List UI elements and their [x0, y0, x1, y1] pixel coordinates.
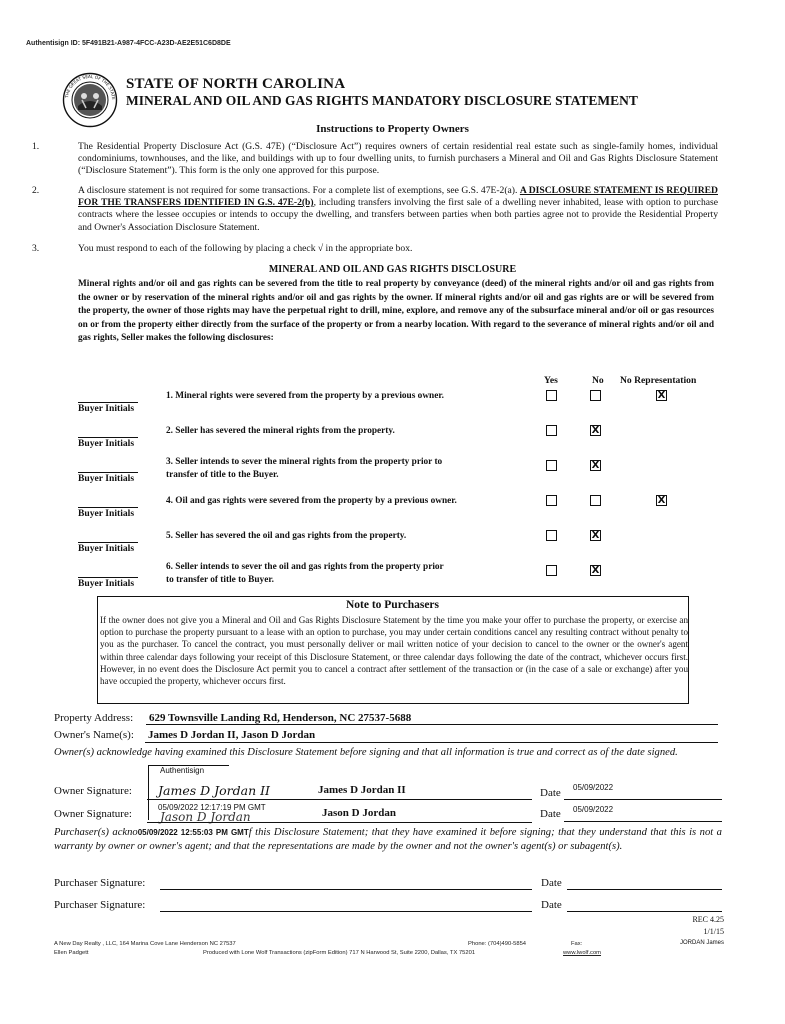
auth-tag-2: 05/09/2022 12:17:19 PM GMT	[158, 803, 266, 812]
purchaser-signature-2-label: Purchaser Signature:	[54, 899, 146, 911]
question-5: 5. Seller has severed the oil and gas rights from the property.	[166, 531, 407, 541]
disclosure-intro: Mineral rights and/or oil and gas rights can be severed from the title to real property by conveyance (deed) of the mineral rights and/or oil and gas rights from the owner or by reservation of the mineral rights and/or oil and gas rights by the owner. If mineral rights and/or oil and gas rights are or will be severed from the property, the owner of those rights may have the perpetual right to drill, mine, explore, and remove any of the subsurface mineral and/or oil or gas resources on or from the property either directly from the surface of the property or from a nearby location. With regard to the severance of mineral rights and/or oil and gas rights, Seller makes the following disclosures:	[78, 279, 714, 344]
checkbox-q5-no[interactable]: X	[591, 530, 600, 541]
owner-2-printed-name: Jason D Jordan	[322, 807, 396, 819]
column-no: No	[592, 375, 604, 386]
auth-timestamp-overlap: 05/09/2022 12:55:03 PM GMT	[137, 828, 249, 837]
buyer-initials-label: Buyer Initials	[78, 438, 135, 449]
instruction-2-number: 2.	[32, 185, 40, 196]
checkbox-q2-no[interactable]: X	[591, 425, 600, 436]
property-address-value[interactable]: 629 Townsville Landing Rd, Henderson, NC 27537-5688	[149, 712, 412, 724]
purchaser-2-date-label: Date	[541, 899, 562, 911]
instruction-1-number: 1.	[32, 141, 40, 152]
checkbox-q4-yes[interactable]	[546, 495, 557, 506]
purchaser-signature-1-line[interactable]	[160, 889, 532, 890]
form-owner-tag: JORDAN James	[679, 940, 724, 946]
disclosure-heading: MINERAL AND OIL AND GAS RIGHTS DISCLOSURE	[268, 264, 517, 275]
property-address-label: Property Address:	[54, 712, 134, 724]
owner-signature-2-line	[147, 822, 532, 823]
column-no-representation: No Representation	[620, 375, 697, 386]
instructions-heading: Instructions to Property Owners	[316, 123, 469, 135]
question-2: 2. Seller has severed the mineral rights from the property.	[166, 426, 395, 436]
seal-lettering: THE GREAT SEAL OF THE STATE	[64, 73, 117, 100]
instruction-1-text: The Residential Property Disclosure Act (G.S. 47E) (“Disclosure Act”) requires owners of certain residential real estate such as single-family homes, individual condominiums, townhouses, and the like, and buildings with up to four dwelling units, to furnish purchasers a Mineral and Oil and Gas Rights Disclosure Statement (“Disclosure Statement”). This form is the only one approved for this purpose.	[78, 141, 718, 177]
form-revision: 1/1/15	[703, 927, 724, 936]
owners-name-label: Owner's Name(s):	[54, 729, 134, 741]
buyer-initials-label: Buyer Initials	[78, 508, 135, 519]
purchaser-acknowledgement: Purchaser(s) ackno05/09/2022 12:55:03 PM GMTf this Disclosure Statement; that they have examined it before signing; that they understand that this is not a warranty by owner or owner's agent; and that the representations are made by the owner and not the owner's agent(s) or subagent(s).	[54, 827, 722, 852]
question-6: 6. Seller intends to sever the oil and gas rights from the property prior to transfer of title to Buyer.	[166, 562, 444, 585]
buyer-initials-label: Buyer Initials	[78, 543, 135, 554]
footer-phone: Phone: (704)490-5854	[468, 941, 527, 947]
title-state: STATE OF NORTH CAROLINA	[126, 76, 346, 92]
checkbox-q4-norep[interactable]: X	[657, 495, 666, 506]
owner-signature-2-label: Owner Signature:	[54, 808, 132, 820]
instruction-3-text: You must respond to each of the following by placing a check √ in the appropriate box.	[78, 243, 413, 254]
purchaser-1-date-line[interactable]	[567, 889, 722, 890]
footer-agent: Ellen Padgett	[54, 950, 89, 956]
checkbox-q1-yes[interactable]	[546, 390, 557, 401]
buyer-initials-label: Buyer Initials	[78, 578, 135, 589]
form-code: REC 4.25	[692, 915, 724, 924]
question-3: 3. Seller intends to sever the mineral rights from the property prior to transfer of title to the Buyer.	[166, 457, 443, 480]
auth-tag-1: Authentisign	[160, 766, 205, 775]
checkbox-q6-no[interactable]: X	[591, 565, 600, 576]
owners-name-value[interactable]: James D Jordan II, Jason D Jordan	[148, 729, 316, 741]
buyer-initials-label: Buyer Initials	[78, 473, 135, 484]
checkbox-q1-norep[interactable]: X	[657, 390, 666, 401]
footer-produced: Produced with Lone Wolf Transactions (zipForm Edition) 717 N Harwood St, Suite 2200, Dallas, TX 75201	[203, 950, 476, 956]
checkbox-q3-no[interactable]: X	[591, 460, 600, 471]
purchaser-1-date-label: Date	[541, 877, 562, 889]
checkbox-q1-no[interactable]	[590, 390, 601, 401]
owner-signature-1-label: Owner Signature:	[54, 785, 132, 797]
purchaser-2-date-line[interactable]	[567, 911, 722, 912]
note-title: Note to Purchasers	[345, 599, 440, 611]
checkbox-q4-no[interactable]	[590, 495, 601, 506]
nc-state-seal	[62, 72, 118, 128]
owner-2-date-line	[564, 821, 722, 822]
purchaser-signature-1-label: Purchaser Signature:	[54, 877, 146, 889]
title-form: MINERAL AND OIL AND GAS RIGHTS MANDATORY DISCLOSURE STATEMENT	[126, 93, 638, 108]
checkbox-q5-yes[interactable]	[546, 530, 557, 541]
required-transfers-emphasis: A DISCLOSURE STATEMENT IS REQUIRED FOR THE TRANSFERS IDENTIFIED IN G.S. 47E-2(b)	[78, 185, 718, 209]
owners-name-line	[145, 742, 718, 743]
question-4: 4. Oil and gas rights were severed from the property by a previous owner.	[166, 496, 457, 506]
owner-1-date-label: Date	[540, 787, 561, 799]
property-address-line	[146, 724, 718, 725]
footer-url[interactable]: www.lwolf.com	[563, 950, 602, 956]
owner-1-printed-name: James D Jordan II	[318, 784, 406, 796]
owner-1-date[interactable]: 05/09/2022	[573, 783, 614, 792]
checkbox-q6-yes[interactable]	[546, 565, 557, 576]
column-yes: Yes	[544, 375, 558, 386]
question-1: 1. Mineral rights were severed from the property by a previous owner.	[166, 391, 444, 401]
checkbox-q3-yes[interactable]	[546, 460, 557, 471]
checkbox-q2-yes[interactable]	[546, 425, 557, 436]
owner-2-date-label: Date	[540, 808, 561, 820]
owner-2-date[interactable]: 05/09/2022	[573, 805, 614, 814]
authentisign-id: Authentisign ID: 5F491B21-A987-4FCC-A23D-AE2E51C6D8DE	[26, 40, 231, 47]
instruction-2-text: A disclosure statement is not required for some transactions. For a complete list of exemptions, see G.S. 47E-2(a). A DISCLOSURE STATEMENT IS REQUIRED FOR THE TRANSFERS IDENTIFIED IN G.S. 47E-2(b), including transfers involving the first sale of a dwelling never inhabited, lease with option to purchase contracts where the lessee occupies or intends to occupy the dwelling, and transfers between parties when both parties agree not to provide the Residential Property and Owner's Association Disclosure Statement.	[78, 185, 718, 233]
owner-signature-1[interactable]: James D Jordan II	[158, 783, 270, 798]
owner-1-date-line	[564, 799, 722, 800]
buyer-initials-label: Buyer Initials	[78, 403, 135, 414]
footer-company: A New Day Realty , LLC, 164 Marina Cove Lane Henderson NC 27537	[54, 941, 236, 947]
owner-acknowledgement: Owner(s) acknowledge having examined this Disclosure Statement before signing and that all information is true and correct as of the date signed.	[54, 747, 678, 758]
instruction-3-number: 3.	[32, 243, 40, 254]
footer-fax: Fax:	[571, 941, 583, 947]
owner-signature-2[interactable]: Jason D Jordan	[160, 810, 251, 824]
note-text: If the owner does not give you a Mineral and Oil and Gas Rights Disclosure Statement by the time you make your offer to purchase the property, or exercise an option to purchase the property pursuant to a lease with an option to purchase, you may under certain conditions cancel any resulting contract without penalty to you as the purchaser. To cancel the contract, you must personally deliver or mail written notice of your decision to cancel to the owner or the owner's agent within three calendar days following your receipt of this Disclosure Statement, or three calendar days following the date of the contract, whichever occurs first. However, in no event does the Disclosure Act permit you to cancel a contract after settlement of the transaction or (in the case of a sale or exchange) after you have occupied the property, whichever occurs first.	[100, 615, 688, 687]
purchaser-signature-2-line[interactable]	[160, 911, 532, 912]
